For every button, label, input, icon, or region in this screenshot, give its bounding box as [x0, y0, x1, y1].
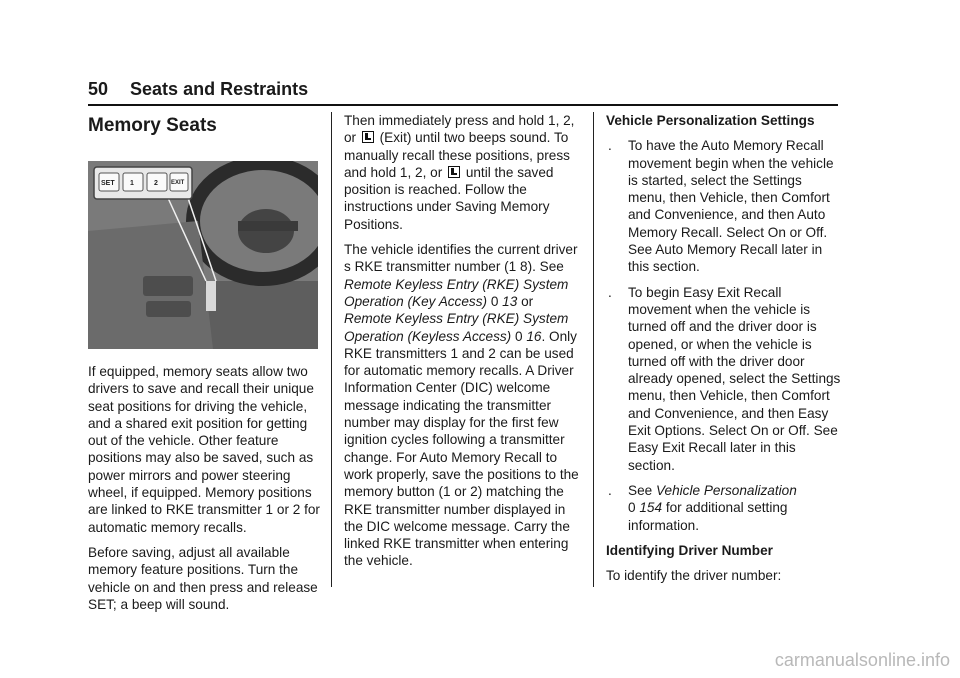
- bullet: .: [608, 138, 612, 154]
- label-1: 1: [130, 180, 134, 187]
- list-item: . To have the Auto Memory Recall movement begin when the vehicle is started, select the Settings menu, then Vehicle, then Comfort and Convenience, and then Auto Memory Recall. Select On or Off. See Auto Memory Recall later in this section.: [608, 138, 834, 275]
- list-item: . See Vehicle Personalization 0 154 for additional setting information.: [608, 482, 797, 533]
- before-saving-paragraph: Before saving, adjust all available memory feature positions. Turn the vehicle on and then press and release SET; a beep will sound.: [88, 544, 318, 612]
- link-rke-key-access[interactable]: Remote Keyless Entry (RKE) System Operation (Key Access): [344, 276, 569, 309]
- ref-arrow-icon: 0: [628, 500, 636, 516]
- identify-driver-paragraph: To identify the driver number:: [606, 568, 782, 584]
- page-ref-13[interactable]: 13: [502, 293, 518, 309]
- page-ref-16[interactable]: 16: [526, 328, 542, 344]
- column-1: [88, 112, 324, 621]
- memory-seats-intro: If equipped, memory seats allow two drivers to save and recall their unique seat positions for driving the vehicle, and a shared exit position for getting out of the vehicle. Other feature positions may also be saved, such as power mirrors and power steering wheel, if equipped. Memory positions are linked to RKE transmitter 1 or 2 for automatic memory recalls.: [88, 364, 320, 535]
- bullet: .: [608, 482, 612, 498]
- ref-arrow-icon: 0: [515, 328, 523, 344]
- link-rke-keyless-access[interactable]: Remote Keyless Entry (RKE) System Operation (Keyless Access): [344, 311, 569, 344]
- exit-seat-icon: [448, 166, 460, 178]
- page-header: [88, 80, 838, 106]
- label-exit: EXIT: [171, 180, 185, 186]
- page-number: 50: [88, 79, 109, 99]
- section-title: Seats and Restraints: [130, 79, 309, 99]
- exit-seat-icon: [362, 131, 374, 143]
- watermark: carmanualsonline.info: [774, 650, 950, 670]
- list-item: . To begin Easy Exit Recall movement when the vehicle is turned off and the driver door is opened, or when the vehicle is turned off with the driver door already opened, select the Settings menu, then Vehicle, then Comfort and Convenience, and then Easy Exit Options. Select On or Off. See Easy Exit Recall later in this section.: [608, 284, 841, 473]
- heading-vehicle-personalization: Vehicle Personalization Settings: [606, 113, 815, 128]
- column-divider-1: [331, 112, 332, 587]
- label-2: 2: [154, 180, 158, 187]
- heading-memory-seats: Memory Seats: [88, 115, 217, 136]
- driver-identification-paragraph: The vehicle identifies the current driver s RKE transmitter number (1 8). See Remote Keyless Entry (RKE) System Operation (Key Access) 0 13 or Remote Keyless Entry (RKE) System Operation (Keyless Access) 0 16. Only RKE transmitters 1 and 2 can be used for automatic memory recalls. A Driver Information Center (DIC) welcome message indicating the transmitter number may display for the first few ignition cycles following a transmitter change. For Auto Memory Recall to work properly, save the positions to the memory button (1 or 2) matching the RKE transmitter number displayed in the DIC welcome message. Carry the linked RKE transmitter when entering the vehicle.: [344, 242, 579, 569]
- heading-identifying-driver: Identifying Driver Number: [606, 542, 773, 558]
- press-hold-paragraph: Then immediately press and hold 1, 2, or (Exit) until two beeps sound. To manually recall these positions, press and hold 1, 2, or until the saved position is reached. Follow the instructions under Saving Memory Positions.: [344, 113, 575, 232]
- memory-seat-controls-photo: [88, 161, 318, 349]
- label-set: SET: [101, 180, 115, 187]
- bullet: .: [608, 284, 612, 300]
- column-3: [606, 112, 842, 592]
- column-2: [344, 112, 580, 578]
- ref-arrow-icon: 0: [490, 293, 499, 309]
- settings-list: [606, 137, 842, 534]
- page-ref-154[interactable]: 154: [639, 500, 663, 516]
- link-vehicle-personalization[interactable]: Vehicle Personalization: [655, 482, 797, 498]
- column-divider-2: [593, 112, 594, 587]
